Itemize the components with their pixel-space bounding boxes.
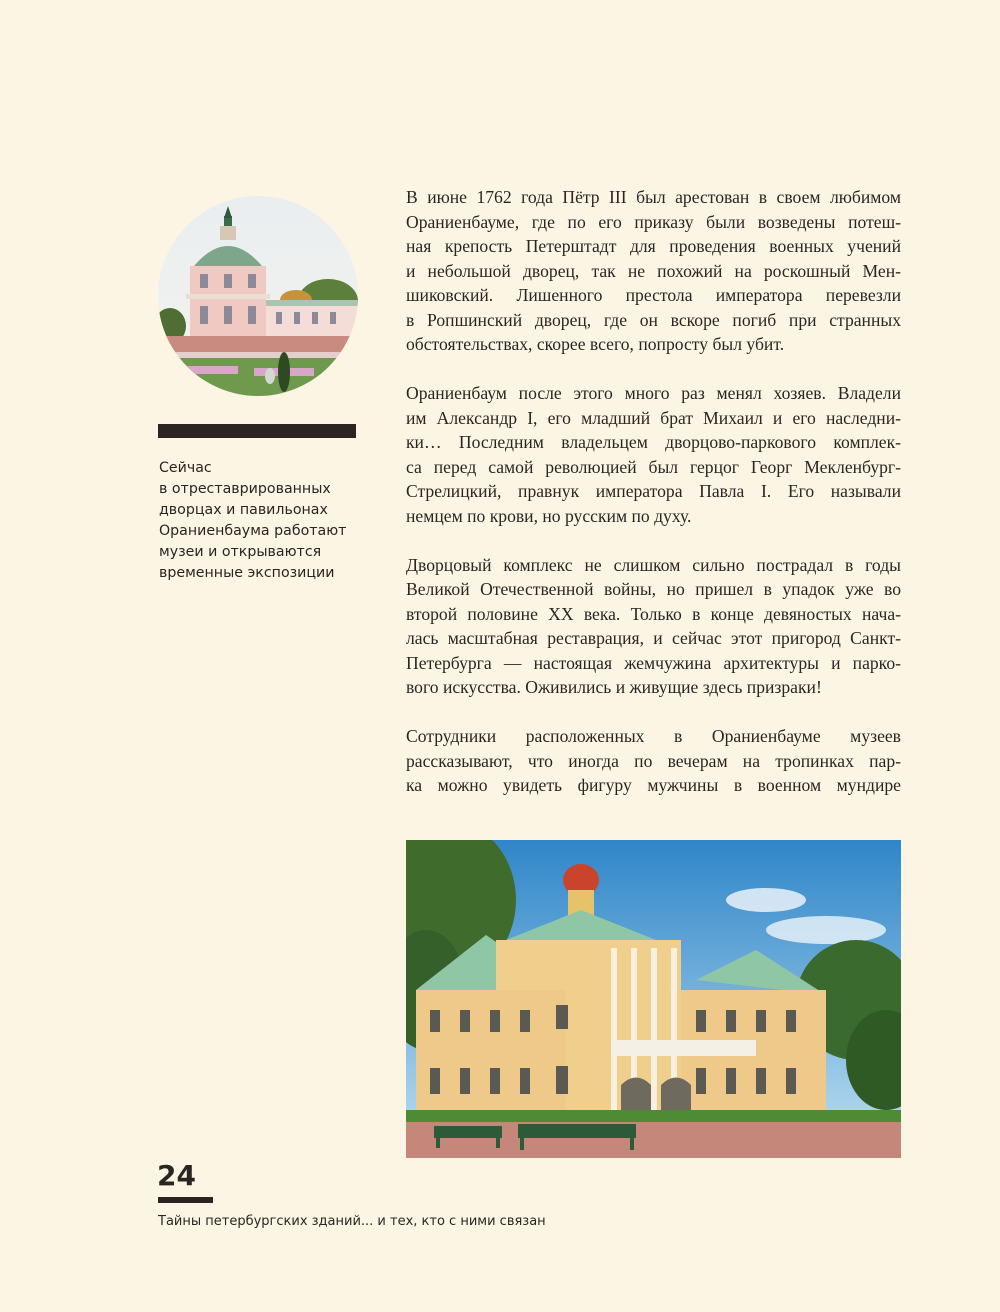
paragraph-2: [406, 381, 901, 528]
article-body: [406, 185, 901, 822]
text-line: второй половине XX века. Только в конце девяностых нача-: [406, 603, 901, 624]
palace-facade-photo: [406, 840, 901, 1158]
text-line: Ораниенбаум после этого много раз менял хозяев. Владели: [406, 383, 901, 403]
text-line: в Ропшинский дворец, где он вскоре погиб при странных: [406, 309, 901, 330]
caption-line: музеи и открываются: [159, 544, 322, 560]
text-line: немцем по крови, но русским по духу.: [406, 505, 692, 526]
caption-line: временные экспозиции: [159, 565, 335, 581]
text-line: ка можно увидеть фигуру мужчины в военном мундире: [406, 775, 901, 795]
text-line: Великой Отечественной войны, но пришел в упадок уже во: [406, 579, 901, 599]
caption-line: Сейчас: [159, 460, 212, 476]
photo-caption: [159, 458, 369, 584]
text-line: Сотрудники расположенных в Ораниенбауме музеев: [406, 726, 901, 746]
text-line: Петербурга — настоящая жемчужина архитектуры и парко-: [406, 652, 901, 673]
paragraph-3: [406, 553, 901, 700]
caption-line: Ораниенбаума работают: [159, 523, 347, 539]
page-number-underline: [158, 1197, 213, 1203]
text-line: Ораниенбауме, где по его приказу были возведены потеш-: [406, 211, 901, 232]
text-line: рассказывают, что иногда по вечерам на тропинках пар-: [406, 750, 901, 771]
text-line: шиковский. Лишенного престола императора перевезли: [406, 285, 901, 305]
page-number: 24: [157, 1159, 196, 1192]
paragraph-1: [406, 185, 901, 357]
text-line: ная крепость Петерштадт для проведения военных учений: [406, 236, 901, 256]
text-line: ки… Последним владельцем дворцово-паркового комплек-: [406, 432, 901, 452]
text-line: лась масштабная реставрация, и сейчас этот пригород Санкт-: [406, 628, 901, 648]
caption-divider-bar: [158, 424, 356, 438]
caption-line: в отреставрированных: [159, 481, 331, 497]
text-line: са перед самой революцией был герцог Георг Мекленбург-: [406, 456, 901, 477]
text-line: обстоятельствах, скорее всего, попросту был убит.: [406, 334, 785, 354]
running-title: Тайны петербургских зданий... и тех, кто с ними связан: [158, 1214, 546, 1229]
text-line: В июне 1762 года Пётр III был арестован в своем любимом: [406, 187, 901, 207]
text-line: им Александр I, его младший брат Михаил и его наследни-: [406, 407, 901, 428]
palace-round-photo: [158, 196, 358, 396]
text-line: Стрелицкий, правнук императора Павла I. Его называли: [406, 481, 901, 501]
caption-line: дворцах и павильонах: [159, 502, 328, 518]
paragraph-4: [406, 724, 901, 798]
text-line: Дворцовый комплекс не слишком сильно пострадал в годы: [406, 554, 901, 575]
text-line: и небольшой дворец, так не похожий на роскошный Мен-: [406, 260, 901, 281]
text-line: вого искусства. Оживились и живущие здесь призраки!: [406, 677, 822, 697]
